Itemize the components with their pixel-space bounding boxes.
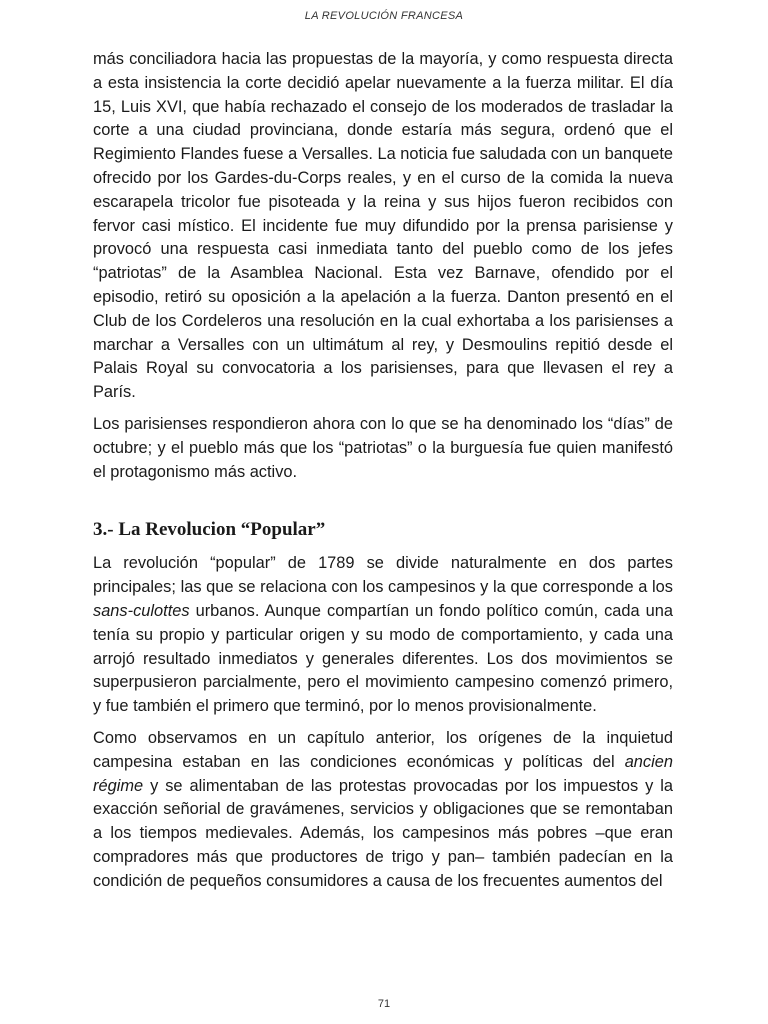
page-number: 71 [377, 998, 391, 1010]
paragraph-4-italic: ancien régime [93, 752, 673, 795]
paragraph-3-text-b: urbanos. Aunque compartían un fondo político común, cada una tenía su propio y particular origen y su modo de comportamiento, y cada una arrojó resultado inmediatos y generales diferentes. Los dos movimientos se superpusieron parcialmente, pero el movimiento campesino comenzó primero, y fue también el primero que terminó, por lo menos provisionalmente. [93, 601, 673, 716]
paragraph-4-text-a: Como observamos en un capítulo anterior, los orígenes de la inquietud campesina estaban en las condiciones económicas y políticas del [93, 728, 673, 771]
paragraph-2: Los parisienses respondieron ahora con lo que se ha denominado los “días” de octubre; y el pueblo más que los “patriotas” o la burguesía fue quien manifestó el protagonismo más activo. [93, 414, 673, 481]
page-body [93, 48, 673, 902]
paragraph-3-text-a: La revolución “popular” de 1789 se divide naturalmente en dos partes principales; las que se relaciona con los campesinos y la que corresponde a los [93, 554, 673, 597]
paragraph-3-italic: sans-culottes [93, 601, 190, 620]
paragraph-4 [93, 727, 673, 894]
paragraph-3 [93, 552, 673, 719]
running-header: LA REVOLUCIÓN FRANCESA [304, 10, 464, 22]
section-heading: 3.- La Revolucion “Popular” [93, 519, 326, 541]
paragraph-4-text-b: y se alimentaban de las protestas provocadas por los impuestos y la exacción señorial de gravámenes, servicios y obligaciones que se remontaban a los tiempos medievales. Además, los campesinos más pobres –que eran compradores más que productores de trigo y pan– también padecían en la condición de pequeños consumidores a causa de los frecuentes aumentos del [93, 776, 673, 890]
paragraph-1: más conciliadora hacia las propuestas de la mayoría, y como respuesta directa a esta insistencia la corte decidió apelar nuevamente a la fuerza militar. El día 15, Luis XVI, que había rechazado el consejo de los moderados de trasladar la corte a una ciudad provinciana, donde estaría más segura, ordenó que el Regimiento Flandes fuese a Versalles. La noticia fue saludada con un banquete ofrecido por los Gardes-du-Corps reales, y en el curso de la comida la nueva escarapela tricolor fue pisoteada y la reina y sus hijos fueron recibidos con fervor casi místico. El incidente fue muy difundido por la prensa parisiense y provocó una respuesta casi inmediata tanto del pueblo como de los jefes “patriotas” de la Asamblea Nacional. Esta vez Barnave, ofendido por el episodio, retiró su oposición a la apelación a la fuerza. Danton presentó en el Club de los Cordeleros una resolución en la cual exhortaba a los parisienses a marchar a Versalles con un ultimátum al rey, y Desmoulins repitió desde el Palais Royal su convocatoria a los parisienses, para que llevasen el rey a París. [93, 50, 673, 402]
